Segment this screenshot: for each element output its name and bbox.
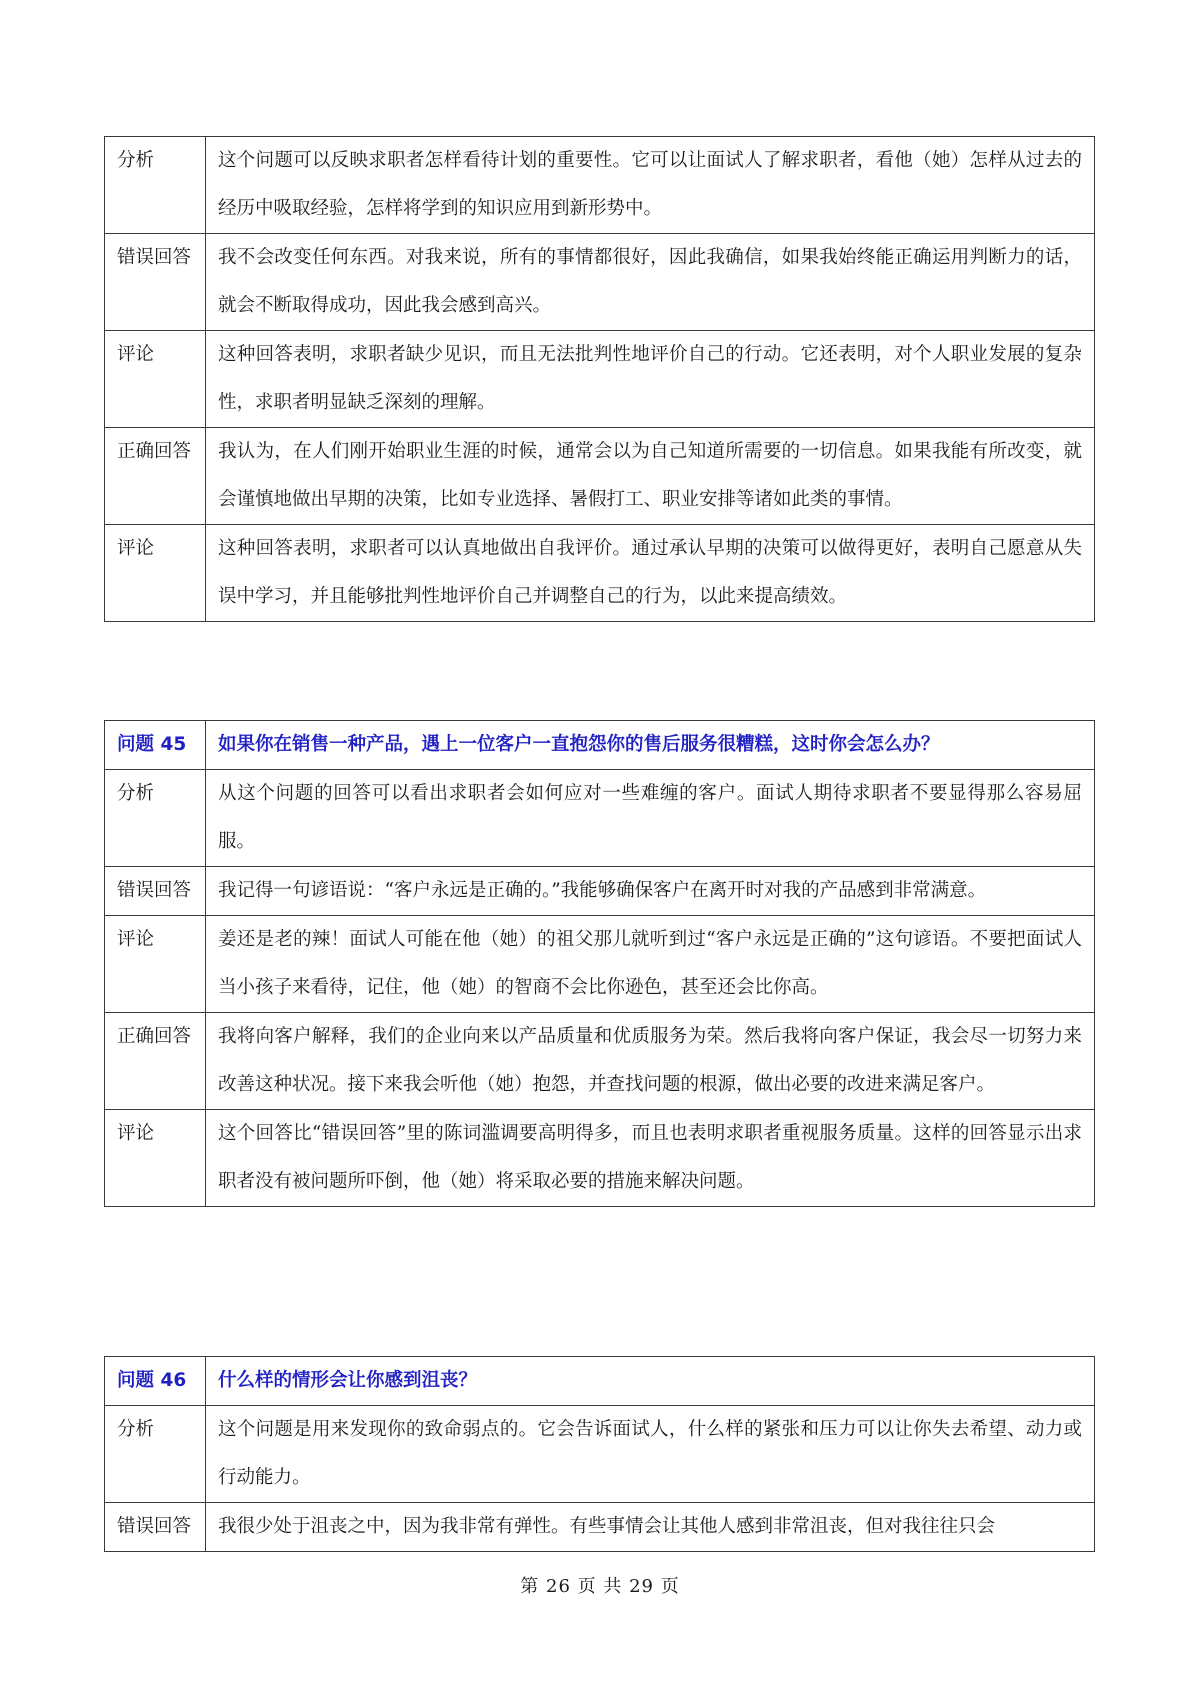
row-label: 评论 bbox=[105, 916, 206, 1013]
table-row bbox=[105, 331, 1095, 428]
table-row bbox=[105, 428, 1095, 525]
qa-table-question-45 bbox=[104, 720, 1095, 1207]
row-label: 正确回答 bbox=[105, 1013, 206, 1110]
row-content: 我认为，在人们刚开始职业生涯的时候，通常会以为自己知道所需要的一切信息。如果我能有所改变，就会谨慎地做出早期的决策，比如专业选择、暑假打工、职业安排等诸如此类的事情。 bbox=[206, 428, 1095, 525]
table-row bbox=[105, 1110, 1095, 1207]
row-content: 我记得一句谚语说：“客户永远是正确的。”我能够确保客户在离开时对我的产品感到非常满意。 bbox=[206, 867, 1095, 916]
row-label: 错误回答 bbox=[105, 1503, 206, 1552]
row-label: 评论 bbox=[105, 525, 206, 622]
row-content: 姜还是老的辣！面试人可能在他（她）的祖父那儿就听到过“客户永远是正确的”这句谚语。不要把面试人当小孩子来看待，记住，他（她）的智商不会比你逊色，甚至还会比你高。 bbox=[206, 916, 1095, 1013]
table-row bbox=[105, 234, 1095, 331]
row-content: 我不会改变任何东西。对我来说，所有的事情都很好，因此我确信，如果我始终能正确运用判断力的话，就会不断取得成功，因此我会感到高兴。 bbox=[206, 234, 1095, 331]
row-content: 我将向客户解释，我们的企业向来以产品质量和优质服务为荣。然后我将向客户保证，我会尽一切努力来改善这种状况。接下来我会听他（她）抱怨，并查找问题的根源，做出必要的改进来满足客户。 bbox=[206, 1013, 1095, 1110]
row-label: 分析 bbox=[105, 770, 206, 867]
question-text: 如果你在销售一种产品，遇上一位客户一直抱怨你的售后服务很糟糕，这时你会怎么办？ bbox=[206, 721, 1095, 770]
row-label: 评论 bbox=[105, 331, 206, 428]
row-content: 这个问题可以反映求职者怎样看待计划的重要性。它可以让面试人了解求职者，看他（她）怎样从过去的经历中吸取经验，怎样将学到的知识应用到新形势中。 bbox=[206, 137, 1095, 234]
qa-table-continued bbox=[104, 136, 1095, 622]
table-row bbox=[105, 525, 1095, 622]
table-row bbox=[105, 1503, 1095, 1552]
table-row bbox=[105, 1406, 1095, 1503]
table-row bbox=[105, 867, 1095, 916]
row-content: 从这个问题的回答可以看出求职者会如何应对一些难缠的客户。面试人期待求职者不要显得那么容易屈服。 bbox=[206, 770, 1095, 867]
row-label: 错误回答 bbox=[105, 234, 206, 331]
question-text: 什么样的情形会让你感到沮丧？ bbox=[206, 1357, 1095, 1406]
row-content: 我很少处于沮丧之中，因为我非常有弹性。有些事情会让其他人感到非常沮丧，但对我往往只会 bbox=[206, 1503, 1095, 1552]
table-row bbox=[105, 916, 1095, 1013]
row-label: 错误回答 bbox=[105, 867, 206, 916]
row-content: 这个问题是用来发现你的致命弱点的。它会告诉面试人，什么样的紧张和压力可以让你失去希望、动力或行动能力。 bbox=[206, 1406, 1095, 1503]
row-content: 这个回答比“错误回答”里的陈词滥调要高明得多，而且也表明求职者重视服务质量。这样的回答显示出求职者没有被问题所吓倒，他（她）将采取必要的措施来解决问题。 bbox=[206, 1110, 1095, 1207]
table-row bbox=[105, 770, 1095, 867]
question-header-row bbox=[105, 721, 1095, 770]
row-label: 分析 bbox=[105, 1406, 206, 1503]
qa-table-question-46 bbox=[104, 1356, 1095, 1552]
page-number-footer: 第 26 页 共 29 页 bbox=[520, 1576, 680, 1597]
row-label: 分析 bbox=[105, 137, 206, 234]
row-label: 正确回答 bbox=[105, 428, 206, 525]
row-label: 评论 bbox=[105, 1110, 206, 1207]
question-number: 问题 46 bbox=[105, 1357, 206, 1406]
row-content: 这种回答表明，求职者可以认真地做出自我评价。通过承认早期的决策可以做得更好，表明自己愿意从失误中学习，并且能够批判性地评价自己并调整自己的行为，以此来提高绩效。 bbox=[206, 525, 1095, 622]
row-content: 这种回答表明，求职者缺少见识，而且无法批判性地评价自己的行动。它还表明，对个人职业发展的复杂性，求职者明显缺乏深刻的理解。 bbox=[206, 331, 1095, 428]
table-row bbox=[105, 137, 1095, 234]
table-row bbox=[105, 1013, 1095, 1110]
question-header-row bbox=[105, 1357, 1095, 1406]
question-number: 问题 45 bbox=[105, 721, 206, 770]
